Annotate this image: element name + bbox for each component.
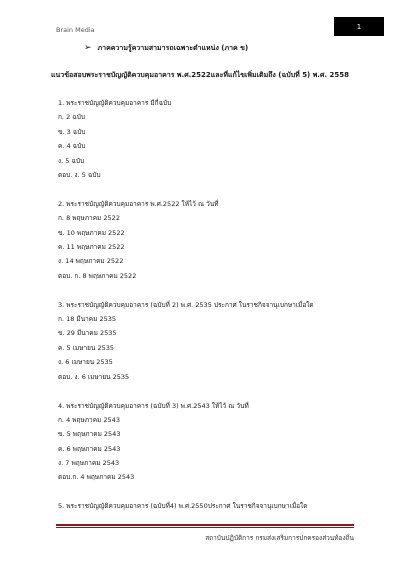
choice-item: ก. 4 พฤษภาคม 2543 [58,415,120,424]
question-text: 1. พระราชบัญญัติควบคุมอาคาร มีกี่ฉบับ [58,99,172,107]
section-heading: ภาคความรู้ความสามารถเฉพาะตำแหน่ง (ภาค ข) [97,44,249,52]
brand-label: Brain Media [56,26,95,34]
choice-item: ข. 3 ฉบับ [58,127,86,136]
document-title: แนวข้อสอบพระราชบัญญัติควบคุมอาคาร พ.ศ.2522และที่แก้ไขเพิ่มเติมถึง (ฉบับที่ 5) พ.ศ. 2558 [51,71,349,79]
question-text: 5. พระราชบัญญัติควบคุมอาคาร (ฉบับที่4) พ.ศ.2550ประกาศ ในราชกิจจานุเบกษาเมื่อใด [58,502,308,511]
choice-item: ง. 7 พฤษภาคม 2543 [58,459,120,468]
question-block [58,197,358,283]
choice-item: ข. 29 มีนาคม 2535 [58,329,117,338]
answer-text: ตอบ. ง. 6 เมษายน 2535 [58,372,130,381]
arrow-bullet-icon: ➢ [84,43,92,53]
choice-item: ก. 18 มีนาคม 2535 [58,315,117,324]
question-block [58,298,358,384]
answer-text: ตอบ.ก. 4 พฤษภาคม 2543 [58,473,135,482]
footer-rule-thin [56,527,354,528]
page-number-box [334,17,384,36]
question-text: 4. พระราชบัญญัติควบคุมอาคาร (ฉบับที่ 3) พ.ศ.2543 ให้ไว้ ณ วันที่ [58,401,249,410]
choice-item: ง. 6 เมษายน 2535 [58,358,113,367]
answer-text: ตอบ. ง. 5 ฉบับ [58,170,101,179]
choice-item: ค. 6 พฤษภาคม 2543 [58,444,121,453]
question-text: 3. พระราชบัญญัติควบคุมอาคาร (ฉบับที่ 2) พ.ศ. 2535 ประกาศ ในราชกิจจานุเบกษาเมื่อใด [58,300,314,309]
choice-item: ง. 5 ฉบับ [58,156,85,165]
question-block [58,399,358,485]
choice-item: ข. 10 พฤษภาคม 2522 [58,228,125,237]
choice-item: ค. 5 เมษายน 2535 [58,343,114,352]
choice-item: ค. 4 ฉบับ [58,142,86,151]
question-text: 2. พระราชบัญญัติควบคุมอาคาร พ.ศ.2522 ให้ไว้ ณ วันที่ [58,199,219,208]
page-number: 1 [356,22,362,31]
question-block [58,499,358,513]
answer-text: ตอบ. ก. 8 พฤษภาคม 2522 [58,271,137,280]
footer-text: สถาบันปฏิบัติการ กรมส่งเสริมการปกครองส่วนท้องถิ่น [205,534,354,542]
choice-item: ค. 11 พฤษภาคม 2522 [58,243,125,252]
choice-item: ข. 5 พฤษภาคม 2543 [58,430,121,439]
choice-item: ง. 14 พฤษภาคม 2522 [58,257,124,266]
section-heading-row [84,43,248,54]
question-list [58,96,358,528]
footer-rule [56,524,354,526]
choice-item: ก. 8 พฤษภาคม 2522 [58,214,120,223]
choice-item: ก. 2 ฉบับ [58,113,85,122]
question-block [58,96,358,182]
